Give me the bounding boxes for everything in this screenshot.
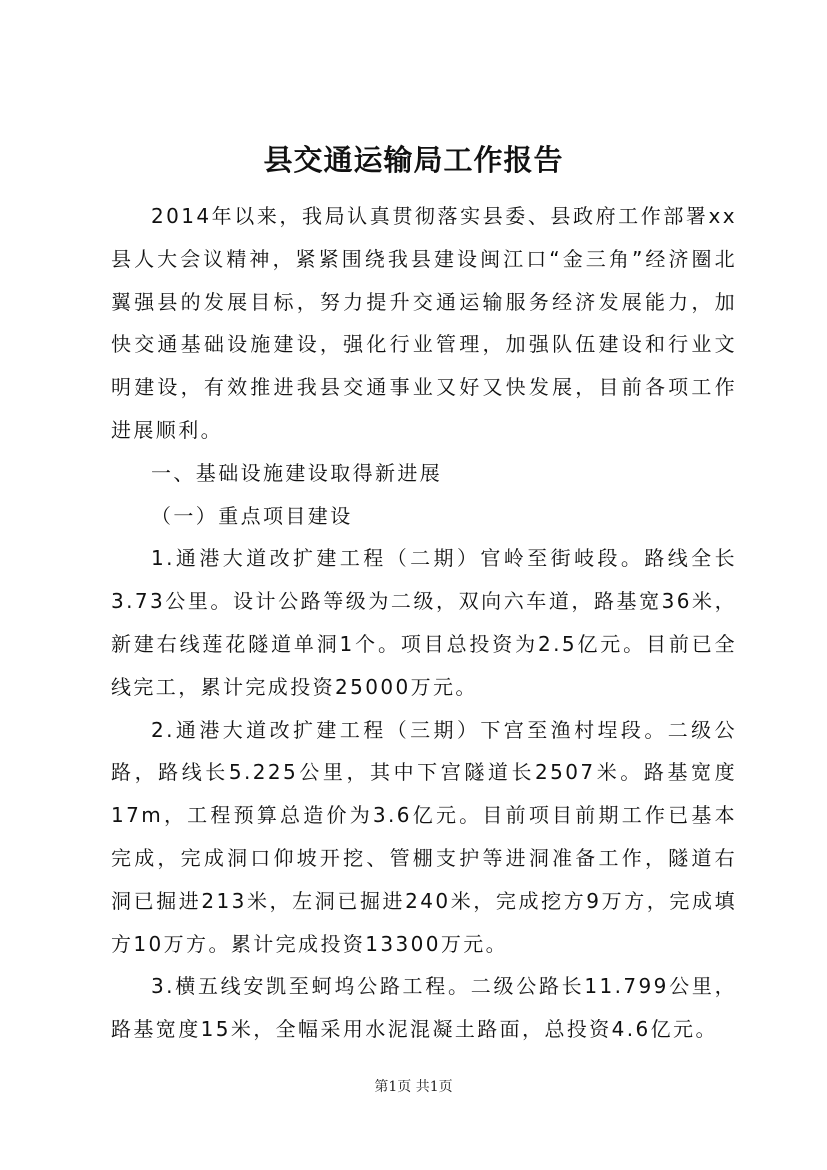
subsection-heading: （一）重点项目建设 [151,503,353,528]
project-paragraph-1: 1.通港大道改扩建工程（二期）官岭至街岐段。路线全长3.73公里。设计公路等级为二级，双向六车道，路基宽36米，新建右线莲花隧道单洞1个。项目总投资为2.5亿元。目前已全线完工，累计完成投资25000万元。 [111,546,737,699]
intro-paragraph: 2014年以来，我局认真贯彻落实县委、县政府工作部署xx县人大会议精神，紧紧围绕我县建设闽江口“金三角”经济圈北翼强县的发展目标，努力提升交通运输服务经济发展能力，加快交通基础设施建设，强化行业管理，加强队伍建设和行业文明建设，有效推进我县交通事业又好又快发展，目前各项工作进展顺利。 [111,204,737,442]
project-paragraph-3: 3.横五线安凯至蚵坞公路工程。二级公路长11.799公里，路基宽度15米，全幅采用水泥混凝土路面，总投资4.6亿元。 [111,974,737,1042]
project-paragraph-2: 2.通港大道改扩建工程（三期）下宫至渔村埕段。二级公路，路线长5.225公里，其中下宫隧道长2507米。路基宽度17m，工程预算总造价为3.6亿元。目前项目前期工作已基本完成，完成洞口仰坡开挖、管棚支护等进洞准备工作，隧道右洞已掘进213米，左洞已掘进240米，完成挖方9万方，完成填方10万方。累计完成投资13300万元。 [111,717,737,956]
document-title: 县交通运输局工作报告 [263,143,564,177]
page-number-footer: 第1页 共1页 [374,1079,453,1095]
section-heading: 一、基础设施建设取得新进展 [151,460,443,485]
document-body [111,195,737,1051]
